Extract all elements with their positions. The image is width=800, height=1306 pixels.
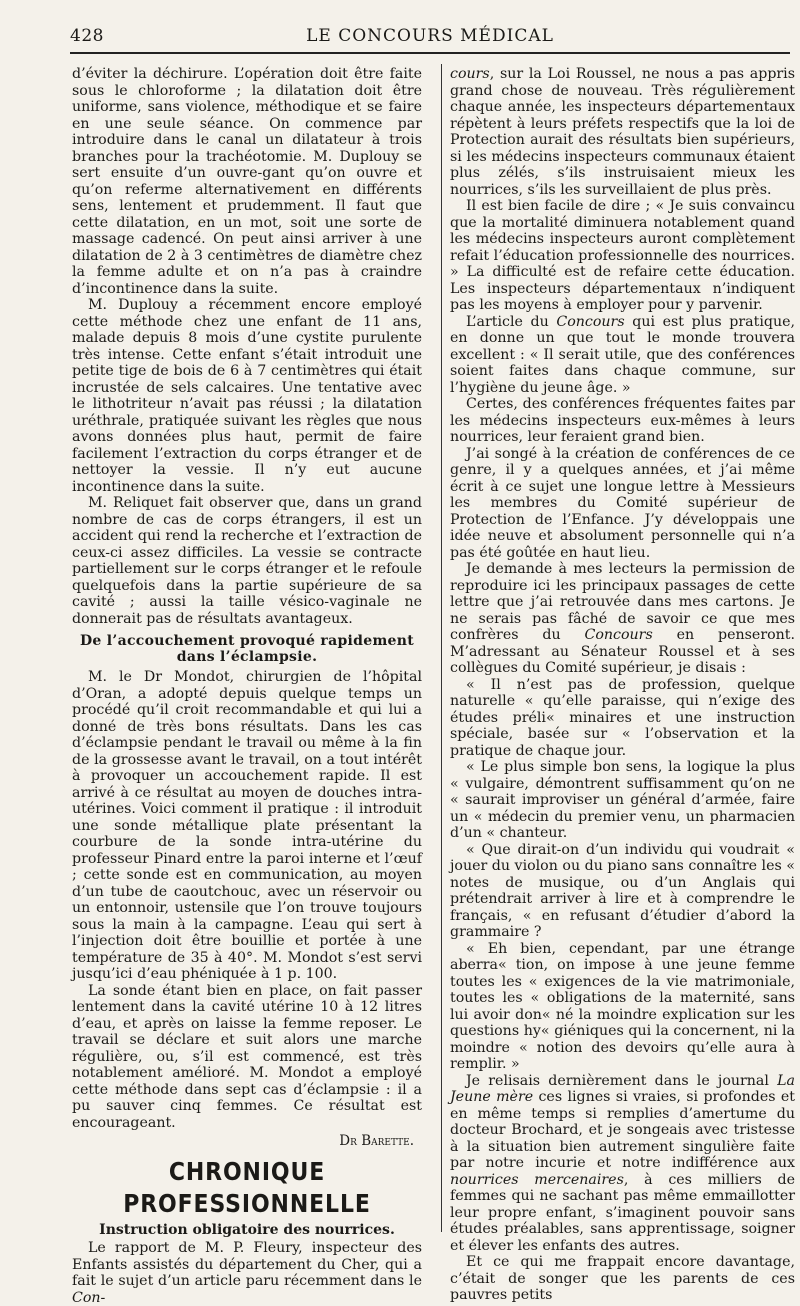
paragraph: Il est bien facile de dire ; « Je suis convaincu que la mortalité diminuera notablement quand les médecins inspecteurs auront complètement refait l’éducation professionnelle des nourrices. » La difficulté est de refaire cette éducation. Les inspecteurs départementaux n’indiquent pas les moyens à employer pour y parvenir.	[450, 198, 795, 313]
italic-text: cours	[450, 66, 490, 82]
paragraph-text: L’article du	[466, 313, 557, 330]
page-number: 428	[70, 26, 104, 46]
left-column	[72, 66, 422, 1306]
header-rule	[70, 52, 790, 54]
paragraph-text: en penseront. M’adressant au Sénateur Roussel et à ses collègues du Comité supérieur, je disais :	[450, 627, 795, 676]
article-subtitle: Instruction obligatoire des nourrices.	[99, 1221, 395, 1238]
column-divider	[441, 64, 442, 1232]
paragraph: Certes, des conférences fréquentes faites par les médecins inspecteurs eux-mêmes à leurs nourrices, leur feraient grand bien.	[450, 396, 795, 445]
page-header	[70, 22, 790, 48]
right-column	[450, 66, 795, 1304]
italic-text: La Jeune mère	[450, 1072, 795, 1105]
paragraph: M. Duplouy a récemment encore employé cette méthode chez une enfant de 11 ans, malade depuis 8 mois d’une cystite purulente très intense. Cette enfant s’était introduit une petite tige de bois de 6 à 7 centimètres qui était incrustée de sels calcaires. Une tentative avec le lithotriteur n’avait pas réussi ; la dilatation uréthrale, pratiquée suivant les règles que nous avons données plus haut, permit de faire facilement l’extraction du corps étranger et de nettoyer la vessie. Il n’y eut aucune incontinence dans la suite.	[72, 297, 422, 495]
section-title: De l’accouchement provoqué rapidement dans l’éclampsie.	[79, 633, 415, 665]
paragraph: M. Reliquet fait observer que, dans un grand nombre de cas de corps étrangers, il est un accident qui rend la recherche et l’extraction de ceux-ci assez difficiles. La vessie se contracte partiellement sur le corps étranger et le refoule quelquefois dans la partie supérieure de sa cavité ; aussi la taille vésico-vaginale ne donnerait pas de résultats avantageux.	[72, 495, 422, 627]
paragraph: La sonde étant bien en place, on fait passer lentement dans la cavité utérine 10 à 12 litres d’eau, et après on laisse la femme reposer. Le travail se déclare et suit alors une marche régulière, ou, s’il est commencé, est très notablement amélioré. M. Mondot a employé cette méthode dans sept cas d’éclampsie : il a pu sauver cinq femmes. Ce résultat est encourageant.	[72, 982, 422, 1131]
italic-text: Concours	[556, 313, 625, 330]
italic-text: Concours	[584, 627, 653, 643]
italic-text: Con-	[72, 1289, 106, 1306]
paragraph-text: , à ces milliers de femmes qui ne sachant pas même emmaillotter leur propre enfant, s’imaginent pouvoir sans études préalables, sans apprentissage, soigner et élever les enfants des autres.	[450, 1171, 795, 1254]
paragraph-text: , sur la Loi Roussel, ne nous a pas appris grand chose de nouveau. Très régulièrement chaque année, les inspecteurs départementaux répètent à leurs préfets respectifs que la loi de Protection aurait des résultats bien supérieurs, si les médecins inspecteurs communaux étaient plus zélés, s’ils instruisaient mieux les nourrices, s’ils les surveillaient de plus près.	[450, 66, 795, 198]
paragraph-text: Le rapport de M. P. Fleury, inspecteur des Enfants assistés du département du Cher, qui a fait le sujet d’un article paru récemment dans le	[72, 1240, 422, 1289]
paragraph	[450, 561, 795, 677]
paragraph: d’éviter la déchirure. L’opération doit être faite sous le chloroforme ; la dilatation doit être uniforme, sans violence, méthodique et se faire en une seule séance. On commence par introduire dans le canal un dilatateur à trois branches pour la trachéotomie. M. Duplouy se sert ensuite d’un ouvre-gant qu’on ouvre et qu’on referme alternativement en différents sens, lentement et prudemment. Il faut que cette dilatation, en un mot, soit une sorte de massage cadencé. On peut ainsi arriver à une dilatation de 2 à 3 centimètres de diamètre chez la femme adulte et on n’a pas à craindre d’incontinence dans la suite.	[72, 66, 422, 297]
quote-paragraph: « Il n’est pas de profession, quelque naturelle « qu’elle paraisse, qui n’exige des études préli« minaires et une instruction spéciale, basée sur « l’observation et la pratique de chaque jour.	[450, 676, 795, 759]
paragraph	[450, 1073, 795, 1255]
paragraph-text: ces lignes si vraies, si profondes et en même temps si remplies d’amertume du docteur Brochard, et je songeais avec tristesse à la situation bien autrement singulière faite par notre incurie et notre indifférence aux	[450, 1089, 795, 1171]
paragraph	[72, 1240, 422, 1306]
paragraph: M. le Dr Mondot, chirurgien de l’hôpital d’Oran, a adopté depuis quelque temps un procédé qu’il croit recommandable et qui lui a donné de très bons résultats. Dans les cas d’éclampsie pendant le travail ou même à la fin de la grossesse avant le travail, on a tout intérêt à provoquer un accouchement rapide. Il est arrivé à ce résultat au moyen de douches intra-utérines. Voici comment il pratique : il introduit une sonde métallique plate présentant la courbure de la sonde intra-utérine du professeur Pinard entre la paroi interne et l’œuf ; cette sonde est en communication, au moyen d’un tube de caoutchouc, avec un réservoir ou un entonnoir, ustensile que l’on trouve toujours sous la main à la campagne. L’eau qui sert à l’injection doit être bouillie et portée à une température de 35 à 40°. M. Mondot s’est servi jusqu’ici d’eau phéniquée à 1 p. 100.	[72, 669, 422, 982]
journal-title: LE CONCOURS MÉDICAL	[306, 26, 554, 46]
paragraph	[450, 314, 795, 397]
quote-paragraph: « Eh bien, cependant, par une étrange aberra« tion, on impose à une jeune femme toutes les « exigences de la vie matrimoniale, toutes les « obligations de la maternité, sans lui avoir don« né la moindre explication sur les questions hy« giéniques qui la concernent, ni la moindre « notion des devoirs qu’elle aura à remplir. »	[450, 940, 795, 1072]
quote-paragraph: « Le plus simple bon sens, la logique la plus « vulgaire, démontrent suffisamment qu’on ne « saurait improviser un général d’armée, faire un « médecin du premier venu, un pharmacien d’un « chanteur.	[450, 759, 795, 841]
paragraph: Et ce qui me frappait encore davantage, c’était de songer que les parents de ces pauvres petits	[450, 1254, 795, 1303]
paragraph-text: qui est plus pratique, en donne un que tout le monde trouvera excellent : « Il serait utile, que des conférences soient faites dans chaque commune, sur l’hygiène du jeune âge. »	[450, 313, 795, 396]
paragraph	[450, 66, 795, 198]
italic-text: nourrices mercenaires	[450, 1171, 624, 1188]
quote-paragraph: « Que dirait-on d’un individu qui voudrait « jouer du violon ou du piano sans connaître les « notes de musique, ou d’un Anglais qui prétendrait arriver à lire et à comprendre le français, « en refusant d’étudier d’abord la grammaire ?	[450, 841, 795, 940]
chronique-title: CHRONIQUE PROFESSIONNELLE	[123, 1156, 371, 1218]
paragraph: J’ai songé à la création de conférences de ce genre, il y a quelques années, et j’ai même écrit à ce sujet une longue lettre à Messieurs les membres du Comité supérieur de Protection de l’Enfance. J’y développais une idée neuve et absolument personnelle qui n’a pas été goûtée en haut lieu.	[450, 445, 795, 561]
paragraph-text: Je demande à mes lecteurs la permission de reproduire ici les principaux passages de cette lettre que j’ai retrouvée dans mes cartons. Je ne serais pas fâché de savoir ce que mes confrères du	[450, 561, 795, 643]
author-signature: Dr Barette.	[339, 1133, 414, 1149]
paragraph-text: Je relisais dernièrement dans le journal	[466, 1072, 778, 1089]
